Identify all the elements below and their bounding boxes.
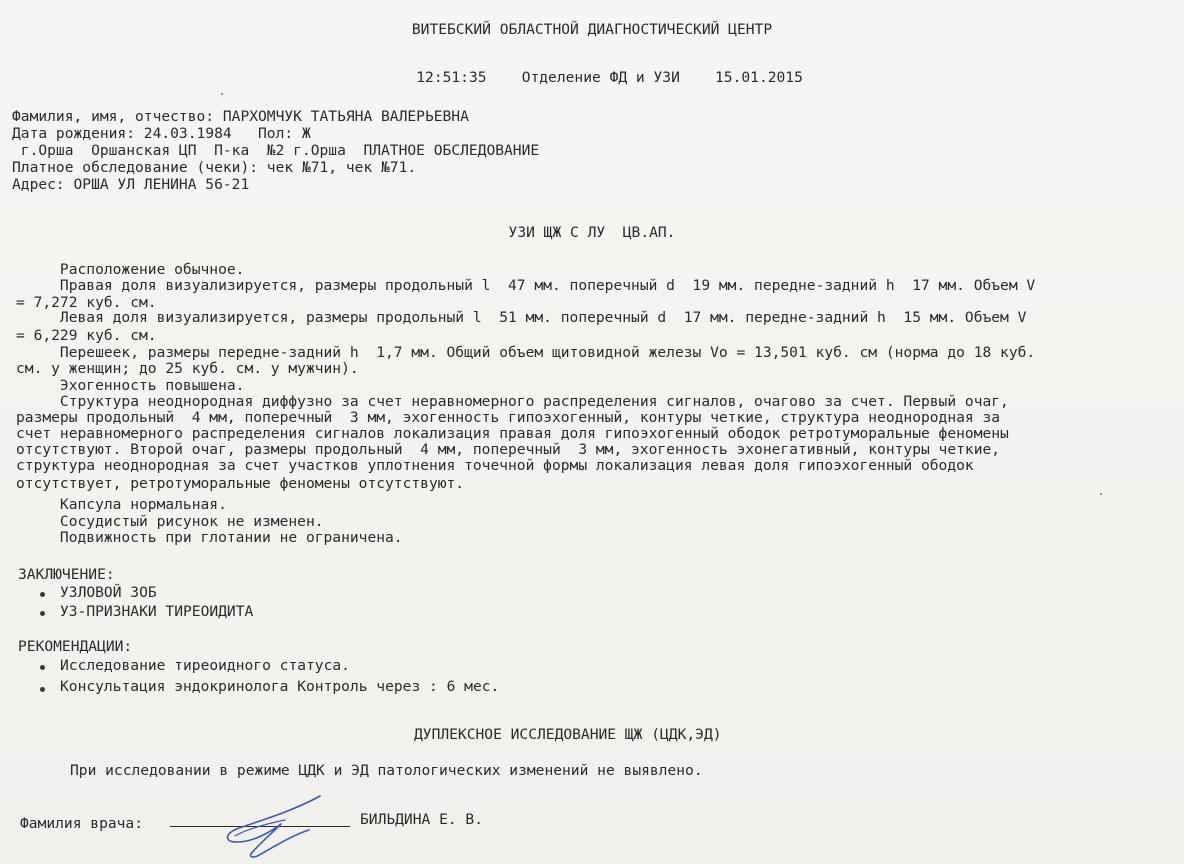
duplex-title: ДУПЛЕКСНОЕ ИССЛЕДОВАНИЕ ЩЖ (ЦДК,ЭД) (414, 726, 722, 743)
recommendations-label: РЕКОМЕНДАЦИИ: (18, 638, 133, 655)
exam-line: счет неравномерного распределения сигналов локализация правая доля гипоэхогенный ободок ретротуморальные феномены (16, 425, 1009, 442)
exam-line: = 6,229 куб. см. (16, 327, 157, 344)
report-date: 15.01.2015 (715, 69, 803, 86)
exam-line: отсутствует, ретротуморальные феномены отсутствуют. (16, 475, 465, 492)
bullet-icon (40, 687, 45, 692)
report-time: 12:51:35 (416, 69, 487, 86)
exam-line: отсутствуют. Второй очаг, размеры продольный 4 мм, поперечный 3 мм, эхогенность эхонегативный, контуры четкие, (16, 441, 1001, 458)
duplex-text: При исследовании в режиме ЦДК и ЭД патологических изменений не выявлено. (70, 762, 703, 779)
doctor-label: Фамилия врача: (20, 815, 144, 832)
patient-paid-line: Платное обследование (чеки): чек №71, чек №71. (12, 159, 417, 176)
patient-referral-line: г.Орша Оршанская ЦП П-ка №2 г.Орша ПЛАТНОЕ ОБСЛЕДОВАНИЕ (12, 142, 540, 159)
exam-line: Структура неоднородная диффузно за счет неравномерного распределения сигналов, очагово за счет. Первый очаг, (16, 393, 1009, 410)
exam-line: = 7,272 куб. см. (16, 294, 157, 311)
recommendation-item: Консультация эндокринолога Контроль через : 6 мес. (60, 678, 500, 695)
conclusion-item: УЗЛОВОЙ ЗОБ (60, 584, 157, 601)
bullet-icon (40, 592, 45, 597)
exam-line: Перешеек, размеры передне-задний h 1,7 мм. Общий объем щитовидной железы Vo = 13,501 куб. см (норма до 18 куб. (16, 344, 1036, 361)
recommendation-item: Исследование тиреоидного статуса. (60, 657, 350, 674)
exam-line: структура неоднородная за счет участков уплотнения точечной формы локализация левая доля гипоэхогенный ободок (16, 457, 974, 474)
exam-line: Правая доля визуализируется, размеры продольный l 47 мм. поперечный d 19 мм. передне-задний h 17 мм. Объем V (16, 277, 1036, 294)
department-name: Отделение ФД и УЗИ (521, 69, 680, 86)
bullet-icon (40, 665, 45, 670)
exam-title: УЗИ ЩЖ С ЛУ ЦВ.АП. (508, 224, 676, 241)
conclusion-item: УЗ-ПРИЗНАКИ ТИРЕОИДИТА (60, 603, 254, 620)
conclusion-label: ЗАКЛЮЧЕНИЕ: (18, 566, 115, 583)
exam-line: Расположение обычное. (16, 261, 245, 278)
signature-icon (215, 790, 335, 862)
exam-line: Сосудистый рисунок не изменен. (16, 513, 324, 530)
exam-line: Левая доля визуализируется, размеры продольный l 51 мм. поперечный d 17 мм. передне-задний h 15 мм. Объем V (16, 309, 1027, 326)
paper-speck (221, 93, 223, 95)
exam-line: Подвижность при глотании не ограничена. (16, 529, 403, 546)
exam-line: см. у женщин; до 25 куб. см. у мужчин). (16, 360, 359, 377)
exam-line: Эхогенность повышена. (16, 377, 245, 394)
patient-birth-line: Дата рождения: 24.03.1984 Пол: Ж (12, 125, 311, 142)
bullet-icon (40, 611, 45, 616)
center-name: ВИТЕБСКИЙ ОБЛАСТНОЙ ДИАГНОСТИЧЕСКИЙ ЦЕНТР (411, 21, 773, 38)
patient-address-line: Адрес: ОРША УЛ ЛЕНИНА 56-21 (12, 176, 250, 193)
exam-line: Капсула нормальная. (16, 496, 227, 513)
paper-speck (1100, 493, 1102, 495)
doctor-name: БИЛЬДИНА Е. В. (360, 811, 484, 828)
header-meta-line (0, 54, 1184, 102)
exam-line: размеры продольный 4 мм, поперечный 3 мм, эхогенность гипоэхогенный, контуры четкие, структура неоднородная за (16, 409, 1001, 426)
patient-name-line: Фамилия, имя, отчество: ПАРХОМЧУК ТАТЬЯНА ВАЛЕРЬЕВНА (12, 108, 469, 125)
